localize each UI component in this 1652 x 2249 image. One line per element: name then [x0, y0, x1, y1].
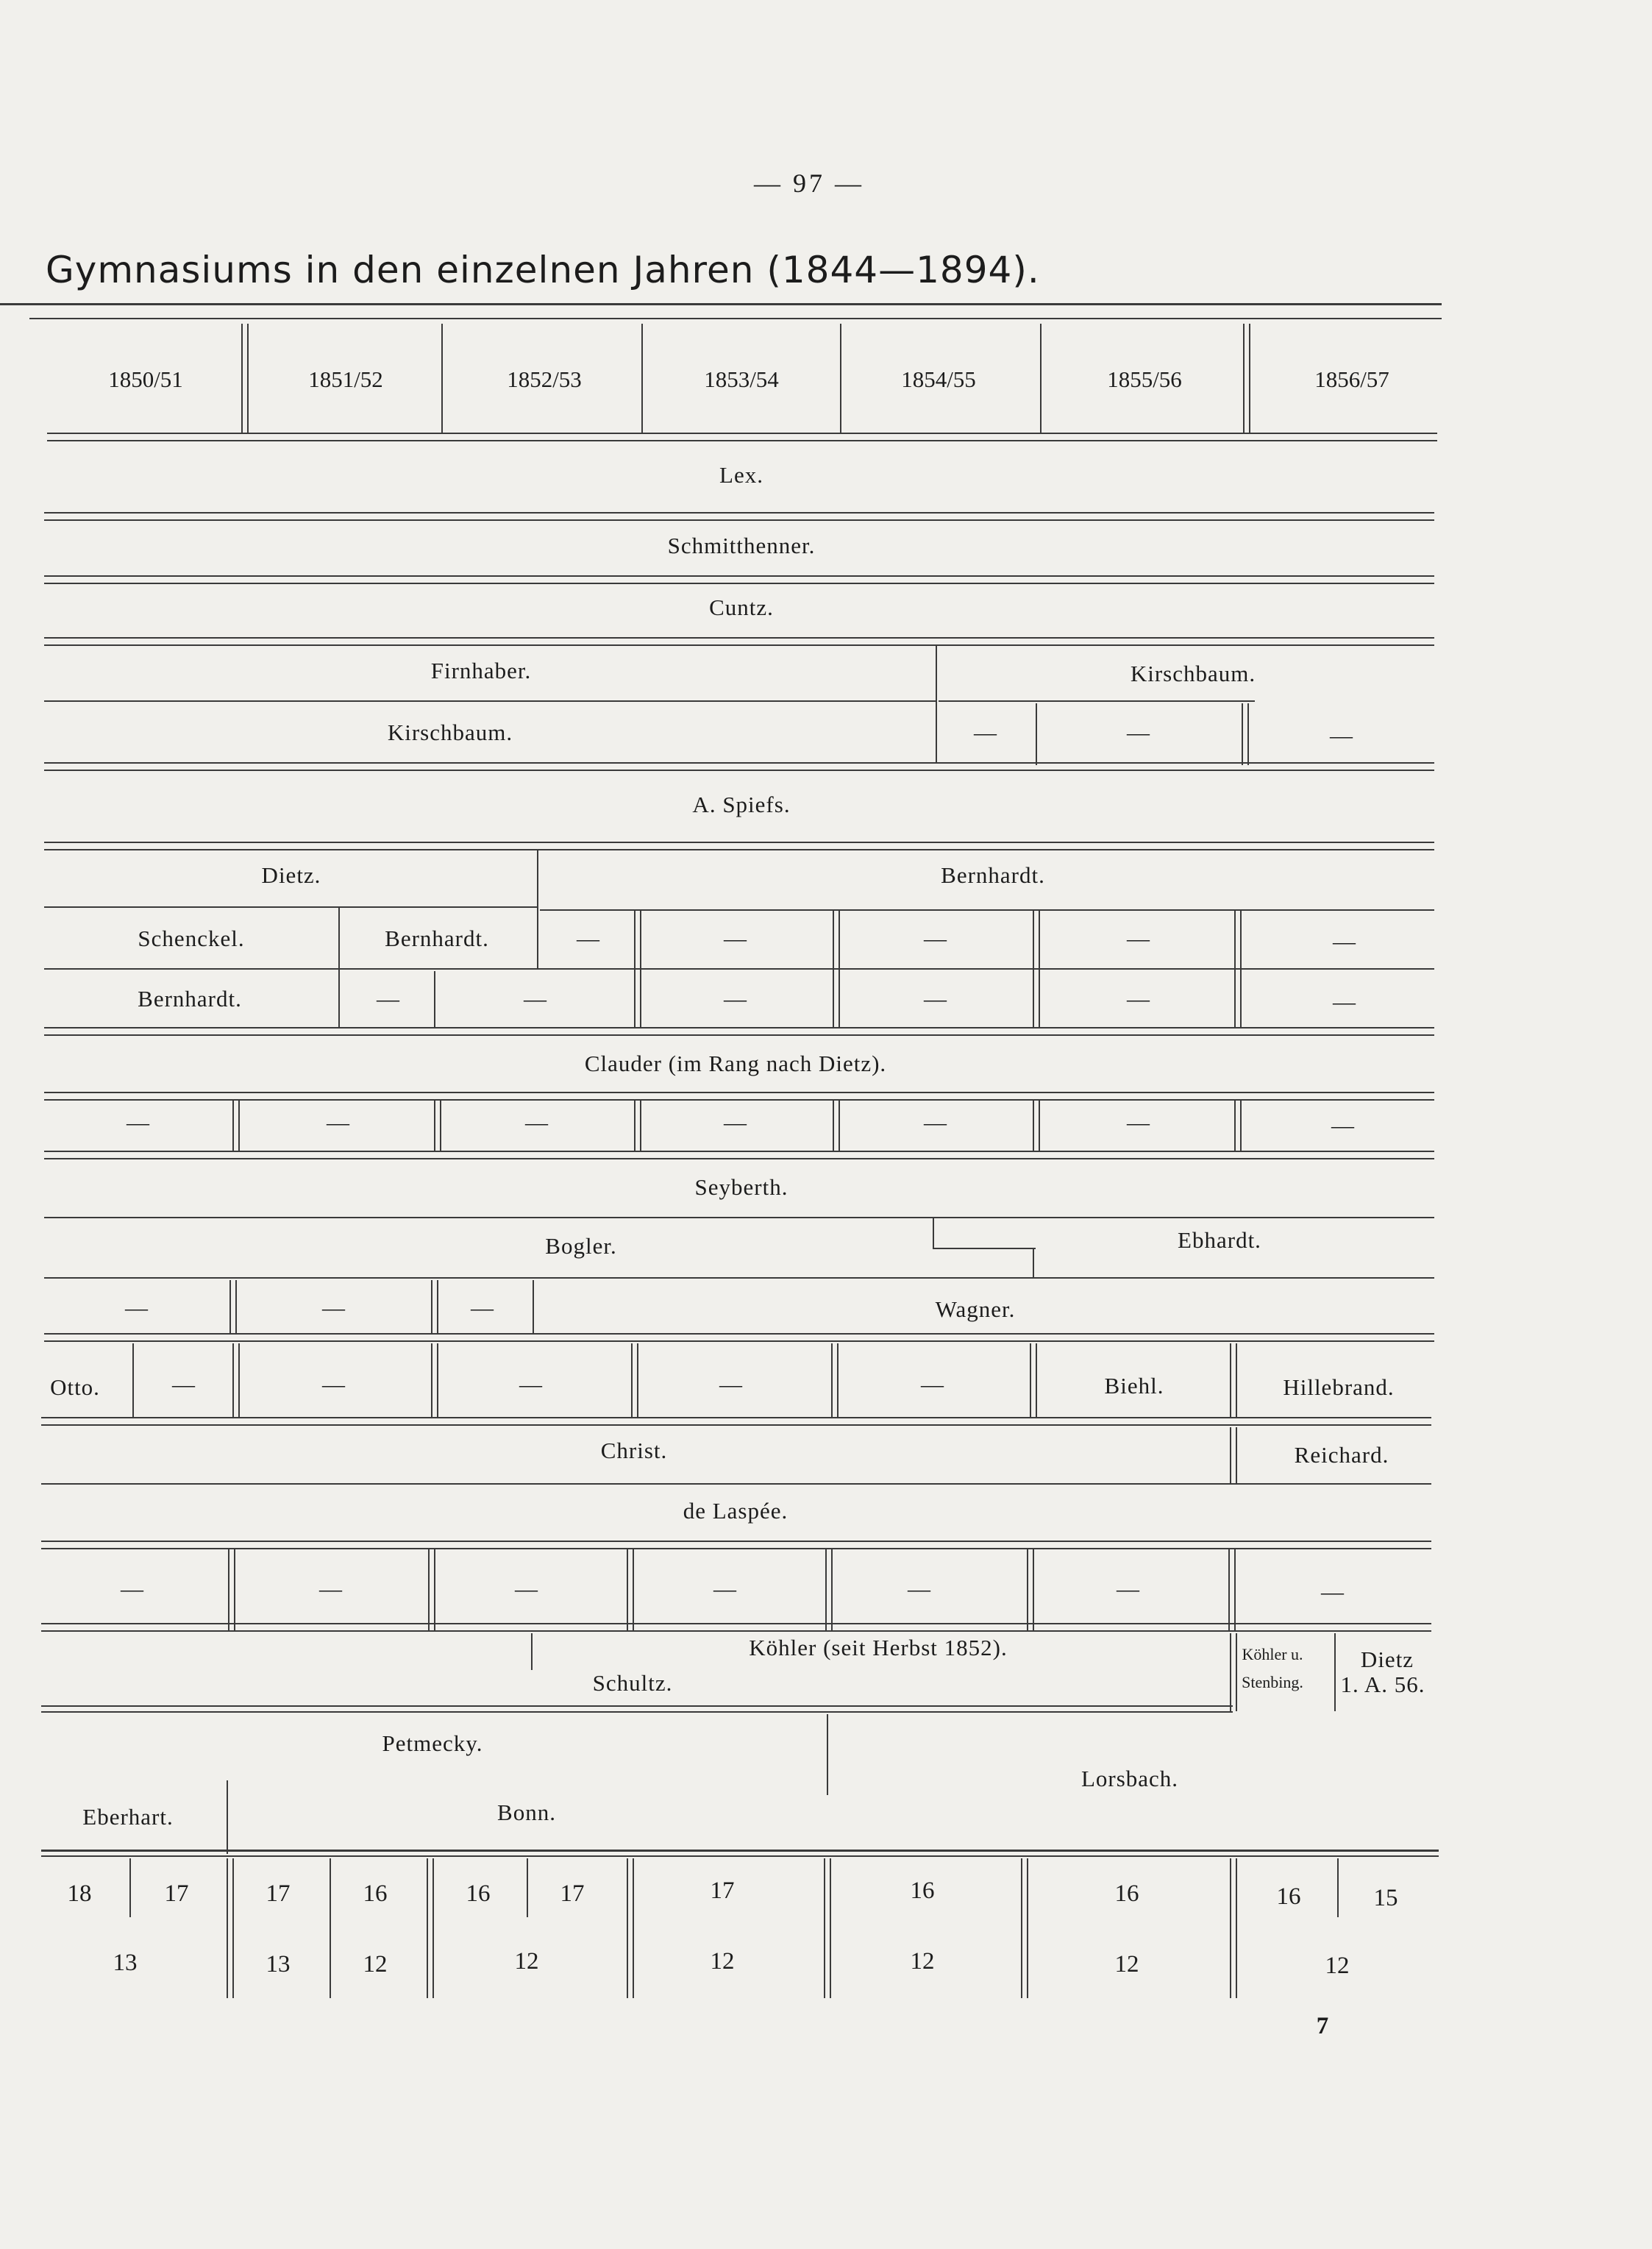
row-christ: Christ.: [600, 1438, 668, 1463]
count-18: 18: [67, 1880, 92, 1907]
dash-b-1: —: [377, 986, 400, 1012]
dash-l-4: —: [713, 1576, 737, 1602]
row-bernhardt-c: Bernhardt.: [138, 986, 242, 1012]
dash-w-1: —: [125, 1295, 149, 1321]
count-16a: 16: [363, 1880, 388, 1907]
row-spiess: A. Spiefs.: [692, 792, 791, 817]
row-reichard: Reichard.: [1294, 1442, 1389, 1468]
row-hillebrand: Hillebrand.: [1283, 1374, 1395, 1400]
year-1852: 1852/53: [507, 366, 582, 392]
row-schenckel: Schenckel.: [138, 925, 245, 951]
count-16e: 16: [1276, 1883, 1301, 1910]
row-otto: Otto.: [50, 1374, 100, 1400]
count-16c: 16: [910, 1877, 935, 1904]
class-12e: 12: [1114, 1951, 1139, 1978]
dash-b-3: —: [724, 986, 747, 1012]
class-13a: 13: [113, 1950, 138, 1976]
page-title: Gymnasiums in den einzelnen Jahren (1844—1894).: [46, 249, 1040, 291]
dash-o-4: —: [719, 1371, 743, 1397]
row-bernhardt-a: Bernhardt.: [941, 862, 1045, 888]
row-firnhaber: Firnhaber.: [430, 658, 532, 683]
row-schmitthenner: Schmitthenner.: [667, 533, 816, 558]
dash-l-5: —: [908, 1576, 931, 1602]
dash-s-2: —: [724, 925, 747, 951]
year-1851: 1851/52: [308, 366, 383, 392]
dash-c-6: —: [1127, 1109, 1150, 1135]
class-12d: 12: [910, 1948, 935, 1975]
row-lex: Lex.: [719, 462, 763, 488]
class-12a: 12: [363, 1951, 388, 1978]
year-1854: 1854/55: [901, 366, 976, 392]
row-ebhardt: Ebhardt.: [1178, 1227, 1261, 1253]
dash-s-1: —: [577, 925, 600, 951]
title-rule: [0, 303, 1442, 305]
row-biehl: Biehl.: [1104, 1373, 1164, 1399]
signature-mark: 7: [1316, 2013, 1329, 2039]
count-16d: 16: [1114, 1880, 1139, 1907]
row-kirschbaum-b: Kirschbaum.: [387, 720, 513, 745]
page-number: — 97 —: [754, 168, 864, 198]
row-clauder: Clauder (im Rang nach Dietz).: [584, 1051, 887, 1076]
dash-l-7: —: [1321, 1579, 1345, 1605]
row-laspee: de Laspée.: [683, 1498, 788, 1524]
row-petmecky: Petmecky.: [382, 1730, 483, 1756]
row-bonn: Bonn.: [497, 1799, 556, 1825]
count-15: 15: [1373, 1885, 1398, 1911]
dash-s-4: —: [1127, 925, 1150, 951]
dash-w-3: —: [471, 1295, 494, 1321]
dash-w-2: —: [322, 1295, 346, 1321]
dash-b-6: —: [1333, 989, 1356, 1015]
row-koehler-stenbing-2: Stenbing.: [1242, 1673, 1303, 1691]
dash-o-2: —: [322, 1371, 346, 1397]
dash-b-2: —: [524, 986, 547, 1012]
count-17b: 17: [266, 1880, 291, 1907]
row-seyberth: Seyberth.: [694, 1174, 788, 1200]
class-12f: 12: [1325, 1953, 1350, 1979]
title-rule-2: [29, 318, 1442, 319]
dash-c-7: —: [1331, 1112, 1355, 1138]
dash-c-2: —: [327, 1109, 350, 1135]
row-bogler: Bogler.: [545, 1233, 617, 1259]
dash-b-4: —: [924, 986, 947, 1012]
dash-l-3: —: [515, 1576, 538, 1602]
dash-l-2: —: [319, 1576, 343, 1602]
dash-s-3: —: [924, 925, 947, 951]
row-koehler: Köhler (seit Herbst 1852).: [749, 1635, 1008, 1660]
row-lorsbach: Lorsbach.: [1080, 1766, 1179, 1791]
dash-l-1: —: [121, 1576, 144, 1602]
count-17d: 17: [710, 1877, 735, 1904]
year-1855: 1855/56: [1107, 366, 1182, 392]
year-1856: 1856/57: [1314, 366, 1389, 392]
row-dietz-aug-2: 1. A. 56.: [1340, 1671, 1425, 1697]
count-17c: 17: [560, 1880, 585, 1907]
dash-o-5: —: [921, 1371, 944, 1397]
count-16b: 16: [466, 1880, 491, 1907]
year-1850: 1850/51: [108, 366, 183, 392]
row-schultz: Schultz.: [592, 1670, 673, 1696]
dash-kb-3: —: [1330, 722, 1353, 748]
dash-c-4: —: [724, 1109, 747, 1135]
dash-kb-2: —: [1127, 720, 1150, 745]
dash-b-5: —: [1127, 986, 1150, 1012]
row-eberhart: Eberhart.: [82, 1804, 174, 1830]
dash-c-1: —: [127, 1109, 150, 1135]
dash-kb-1: —: [974, 720, 997, 745]
row-koehler-stenbing-1: Köhler u.: [1242, 1645, 1303, 1663]
row-cuntz: Cuntz.: [709, 594, 774, 620]
count-17a: 17: [164, 1880, 189, 1907]
row-bernhardt-b: Bernhardt.: [385, 925, 489, 951]
class-12c: 12: [710, 1948, 735, 1975]
dash-l-6: —: [1117, 1576, 1140, 1602]
class-13b: 13: [266, 1951, 291, 1978]
dash-c-5: —: [924, 1109, 947, 1135]
dash-o-3: —: [519, 1371, 543, 1397]
row-dietz: Dietz.: [261, 862, 321, 888]
class-12b: 12: [514, 1948, 539, 1975]
dash-c-3: —: [525, 1109, 549, 1135]
year-1853: 1853/54: [704, 366, 779, 392]
dash-s-5: —: [1333, 928, 1356, 954]
row-kirschbaum-a: Kirschbaum.: [1130, 661, 1256, 686]
row-dietz-aug-1: Dietz: [1360, 1646, 1414, 1672]
dash-o-1: —: [172, 1371, 196, 1397]
row-wagner: Wagner.: [935, 1296, 1016, 1322]
